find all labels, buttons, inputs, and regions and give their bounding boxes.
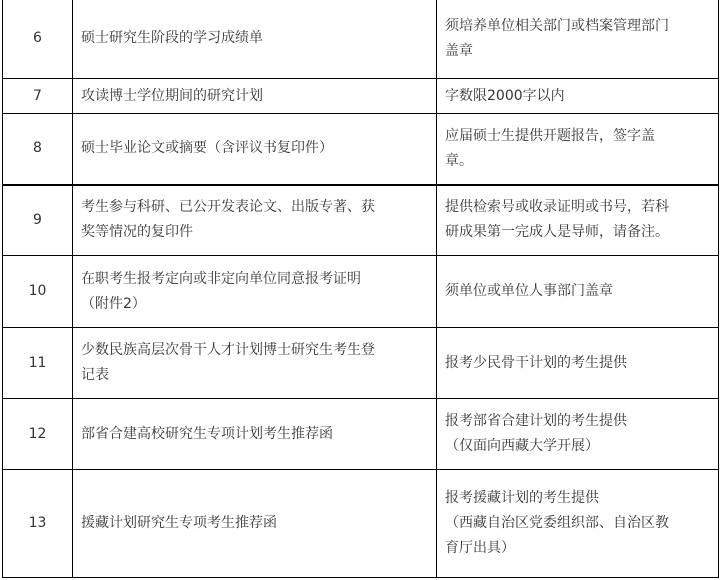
material-item-line: 攻读博士学位期间的研究计划 xyxy=(81,87,263,104)
row-number: 6 xyxy=(3,0,73,79)
material-note xyxy=(437,399,719,470)
row-number: 8 xyxy=(3,114,73,185)
material-item-line: 记表 xyxy=(81,367,109,383)
material-note-line: 研成果第一完成人是导师，请备注。 xyxy=(445,224,669,241)
material-note xyxy=(437,328,719,399)
material-item-line: 奖等情况的复印件 xyxy=(81,224,193,241)
material-note-line: 应届硕士生提供开题报告，签字盖 xyxy=(445,127,655,144)
material-note-line: （仅面向西藏大学开展） xyxy=(445,438,599,454)
material-item xyxy=(73,399,437,470)
material-item xyxy=(73,185,437,256)
table-row xyxy=(3,0,719,79)
material-item-line: 援藏计划研究生专项考生推荐函 xyxy=(81,515,277,531)
material-note-line: （西藏自治区党委组织部、自治区教 xyxy=(445,515,669,531)
material-note xyxy=(437,185,719,256)
material-note-line: 提供检索号或收录证明或书号，若科 xyxy=(445,199,669,216)
material-note-line: 须单位或单位人事部门盖章 xyxy=(445,283,613,299)
row-number: 13 xyxy=(3,470,73,578)
requirements-table xyxy=(2,0,719,578)
material-item xyxy=(73,114,437,185)
material-item-line: 在职考生报考定向或非定向单位同意报考证明 xyxy=(81,270,361,287)
material-item-line: 少数民族高层次骨干人才计划博士研究生考生登 xyxy=(81,342,375,358)
table-row xyxy=(3,79,719,114)
material-note-line: 报考援藏计划的考生提供 xyxy=(445,490,599,506)
material-item-line: 考生参与科研、已公开发表论文、出版专著、获 xyxy=(81,199,375,216)
material-item xyxy=(73,328,437,399)
material-note-line: 章。 xyxy=(445,152,473,169)
material-note-line: 育厅出具） xyxy=(445,540,515,556)
material-note-line: 须培养单位相关部门或档案管理部门 xyxy=(445,17,669,34)
material-note xyxy=(437,470,719,578)
material-note xyxy=(437,79,719,114)
material-note-line: 报考少民骨干计划的考生提供 xyxy=(445,354,627,371)
material-note-line: 字数限2000字以内 xyxy=(445,87,565,104)
material-item xyxy=(73,79,437,114)
row-number: 7 xyxy=(3,79,73,114)
row-number: 11 xyxy=(3,328,73,399)
material-item-line: （附件2） xyxy=(81,295,146,312)
material-note xyxy=(437,114,719,185)
table-row xyxy=(3,328,719,399)
table-row xyxy=(3,114,719,185)
material-note xyxy=(437,256,719,328)
material-item xyxy=(73,256,437,328)
material-item-line: 硕士毕业论文或摘要（含评议书复印件） xyxy=(81,140,333,157)
material-note-line: 报考部省合建计划的考生提供 xyxy=(445,413,627,429)
table-row xyxy=(3,185,719,256)
table-row xyxy=(3,470,719,578)
material-item xyxy=(73,0,437,79)
table-row xyxy=(3,399,719,470)
material-item xyxy=(73,470,437,578)
material-item-line: 硕士研究生阶段的学习成绩单 xyxy=(81,30,263,46)
material-note-line: 盖章 xyxy=(445,42,473,59)
row-number: 12 xyxy=(3,399,73,470)
material-item-line: 部省合建高校研究生专项计划考生推荐函 xyxy=(81,425,333,442)
row-number: 9 xyxy=(3,185,73,256)
material-note xyxy=(437,0,719,79)
row-number: 10 xyxy=(3,256,73,328)
table-row xyxy=(3,256,719,328)
